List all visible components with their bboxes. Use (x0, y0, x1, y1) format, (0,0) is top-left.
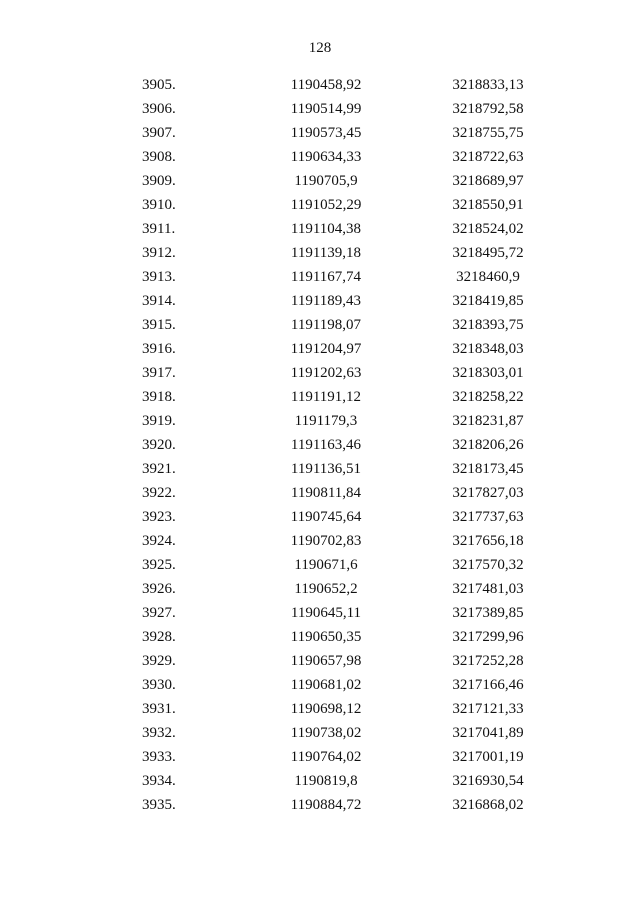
point-number-cell: 3912. (142, 245, 176, 261)
point-number-cell: 3913. (142, 269, 176, 285)
table-row (0, 193, 640, 217)
page-number: 128 (308, 40, 332, 56)
point-number-cell: 3906. (142, 101, 176, 117)
point-number-cell: 3909. (142, 173, 176, 189)
y-coordinate-cell: 3218792,58 (452, 101, 524, 117)
x-coordinate-cell: 1190745,64 (290, 509, 362, 525)
y-coordinate-cell: 3217656,18 (452, 533, 524, 549)
point-number-cell: 3908. (142, 149, 176, 165)
y-coordinate-cell: 3218393,75 (452, 317, 524, 333)
y-coordinate-cell: 3218722,63 (452, 149, 524, 165)
y-coordinate-cell: 3217252,28 (452, 653, 524, 669)
table-row (0, 649, 640, 673)
point-number-cell: 3919. (142, 413, 176, 429)
point-number-cell: 3910. (142, 197, 176, 213)
table-row (0, 481, 640, 505)
point-number-cell: 3925. (142, 557, 176, 573)
x-coordinate-cell: 1190698,12 (290, 701, 362, 717)
x-coordinate-cell: 1190650,35 (290, 629, 362, 645)
point-number-cell: 3935. (142, 797, 176, 813)
y-coordinate-cell: 3217570,32 (452, 557, 524, 573)
y-coordinate-cell: 3218258,22 (452, 389, 524, 405)
y-coordinate-cell: 3218495,72 (452, 245, 524, 261)
x-coordinate-cell: 1191104,38 (290, 221, 362, 237)
x-coordinate-cell: 1190652,2 (294, 581, 358, 597)
point-number-cell: 3907. (142, 125, 176, 141)
point-number-cell: 3934. (142, 773, 176, 789)
point-number-cell: 3917. (142, 365, 176, 381)
table-row (0, 721, 640, 745)
y-coordinate-cell: 3217389,85 (452, 605, 524, 621)
x-coordinate-cell: 1191163,46 (290, 437, 362, 453)
table-row (0, 265, 640, 289)
y-coordinate-cell: 3218524,02 (452, 221, 524, 237)
y-coordinate-cell: 3218348,03 (452, 341, 524, 357)
table-row (0, 241, 640, 265)
y-coordinate-cell: 3216868,02 (452, 797, 524, 813)
x-coordinate-cell: 1191198,07 (290, 317, 362, 333)
y-coordinate-cell: 3218833,13 (452, 77, 524, 93)
x-coordinate-cell: 1190573,45 (290, 125, 362, 141)
x-coordinate-cell: 1191139,18 (290, 245, 362, 261)
y-coordinate-cell: 3217121,33 (452, 701, 524, 717)
point-number-cell: 3930. (142, 677, 176, 693)
table-row (0, 289, 640, 313)
x-coordinate-cell: 1190705,9 (294, 173, 358, 189)
y-coordinate-cell: 3218419,85 (452, 293, 524, 309)
x-coordinate-cell: 1190681,02 (290, 677, 362, 693)
point-number-cell: 3927. (142, 605, 176, 621)
x-coordinate-cell: 1190738,02 (290, 725, 362, 741)
table-row (0, 673, 640, 697)
y-coordinate-cell: 3218206,26 (452, 437, 524, 453)
x-coordinate-cell: 1191167,74 (290, 269, 362, 285)
coordinate-table (0, 73, 640, 817)
x-coordinate-cell: 1191179,3 (294, 413, 358, 429)
y-coordinate-cell: 3217737,63 (452, 509, 524, 525)
y-coordinate-cell: 3217041,89 (452, 725, 524, 741)
table-row (0, 145, 640, 169)
point-number-cell: 3928. (142, 629, 176, 645)
table-row (0, 529, 640, 553)
x-coordinate-cell: 1191204,97 (290, 341, 362, 357)
y-coordinate-cell: 3218755,75 (452, 125, 524, 141)
x-coordinate-cell: 1190671,6 (294, 557, 358, 573)
y-coordinate-cell: 3218550,91 (452, 197, 524, 213)
point-number-cell: 3921. (142, 461, 176, 477)
point-number-cell: 3926. (142, 581, 176, 597)
x-coordinate-cell: 1190764,02 (290, 749, 362, 765)
table-row (0, 169, 640, 193)
table-row (0, 577, 640, 601)
point-number-cell: 3916. (142, 341, 176, 357)
table-row (0, 505, 640, 529)
table-row (0, 697, 640, 721)
point-number-cell: 3933. (142, 749, 176, 765)
x-coordinate-cell: 1191202,63 (290, 365, 362, 381)
x-coordinate-cell: 1190657,98 (290, 653, 362, 669)
x-coordinate-cell: 1190702,83 (290, 533, 362, 549)
point-number-cell: 3915. (142, 317, 176, 333)
x-coordinate-cell: 1191189,43 (290, 293, 362, 309)
point-number-cell: 3923. (142, 509, 176, 525)
x-coordinate-cell: 1191052,29 (290, 197, 362, 213)
table-row (0, 217, 640, 241)
table-row (0, 385, 640, 409)
table-row (0, 625, 640, 649)
x-coordinate-cell: 1190884,72 (290, 797, 362, 813)
table-row (0, 121, 640, 145)
point-number-cell: 3920. (142, 437, 176, 453)
x-coordinate-cell: 1191191,12 (290, 389, 362, 405)
y-coordinate-cell: 3218173,45 (452, 461, 524, 477)
point-number-cell: 3932. (142, 725, 176, 741)
x-coordinate-cell: 1191136,51 (290, 461, 362, 477)
table-row (0, 97, 640, 121)
table-row (0, 361, 640, 385)
table-row (0, 457, 640, 481)
point-number-cell: 3929. (142, 653, 176, 669)
x-coordinate-cell: 1190819,8 (294, 773, 358, 789)
table-row (0, 73, 640, 97)
point-number-cell: 3924. (142, 533, 176, 549)
table-row (0, 337, 640, 361)
table-row (0, 553, 640, 577)
y-coordinate-cell: 3217001,19 (452, 749, 524, 765)
point-number-cell: 3931. (142, 701, 176, 717)
point-number-cell: 3914. (142, 293, 176, 309)
table-row (0, 769, 640, 793)
x-coordinate-cell: 1190645,11 (290, 605, 362, 621)
y-coordinate-cell: 3217299,96 (452, 629, 524, 645)
y-coordinate-cell: 3216930,54 (452, 773, 524, 789)
table-row (0, 793, 640, 817)
table-row (0, 745, 640, 769)
x-coordinate-cell: 1190634,33 (290, 149, 362, 165)
point-number-cell: 3918. (142, 389, 176, 405)
y-coordinate-cell: 3217827,03 (452, 485, 524, 501)
y-coordinate-cell: 3218303,01 (452, 365, 524, 381)
table-row (0, 433, 640, 457)
y-coordinate-cell: 3218689,97 (452, 173, 524, 189)
x-coordinate-cell: 1190811,84 (290, 485, 362, 501)
point-number-cell: 3905. (142, 77, 176, 93)
y-coordinate-cell: 3217481,03 (452, 581, 524, 597)
y-coordinate-cell: 3217166,46 (452, 677, 524, 693)
x-coordinate-cell: 1190458,92 (290, 77, 362, 93)
table-row (0, 313, 640, 337)
table-row (0, 601, 640, 625)
point-number-cell: 3922. (142, 485, 176, 501)
x-coordinate-cell: 1190514,99 (290, 101, 362, 117)
point-number-cell: 3911. (142, 221, 176, 237)
y-coordinate-cell: 3218231,87 (452, 413, 524, 429)
y-coordinate-cell: 3218460,9 (456, 269, 520, 285)
table-row (0, 409, 640, 433)
